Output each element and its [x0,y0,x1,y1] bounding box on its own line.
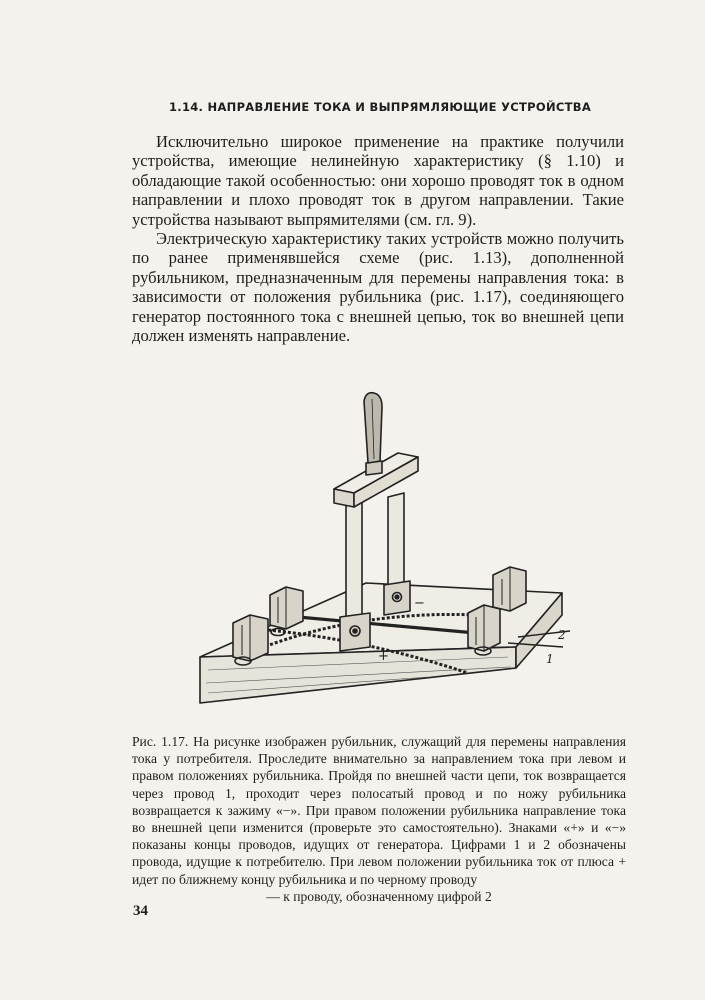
caption-text: На рисунке изображен рубильник, служащий для перемены направления тока у потребителя. Проследите внимательно за направлением тока при левом и правом положениях рубильника. Пройдя по внешней части цепи, ток возвращается через провод 1, проходит через полосатый провод и по ножу рубильника возвращается к зажиму «−». При правом положении рубильника направление тока во внешней цепи изменится (проверьте это самостоятельно). Знаками «+» и «−» показаны концы проводов, идущих от генератора. Цифрами 1 и 2 обозначены провода, идущие к потребителю. При левом положении рубильника ток от плюса + идет по ближнему концу рубильника и по черному проводу [132,734,626,887]
caption-tail: — к проводу, обозначенному цифрой 2 [266,888,492,904]
knife-switch-illustration [178,385,578,715]
label-plus: + [378,649,389,664]
paragraph-2: Электрическую характеристику таких устройств можно получить по ранее применявшейся схеме (рис. 1.13), дополненной рубильником, предназначенным для перемены направления тока: в зависимости от положения рубильника (рис. 1.17), соединяющего генератор постоянного тока с внешней цепью, ток во внешней цепи должен изменять направление. [132,229,624,346]
label-minus: − [414,596,425,611]
body-text [132,132,624,345]
left-blade [346,499,362,631]
label-wire-1: 1 [546,652,554,666]
label-wire-2: 2 [558,628,566,642]
paragraph-1: Исключительно широкое применение на практике получили устройства, имеющие нелинейную характеристику (§ 1.10) и обладающие такой особенностью: они хорошо проводят ток в одном направлении и плохо проводят ток в другом направлении. Такие устройства называют выпрямителями (см. гл. 9). [132,132,624,229]
page-number: 34 [133,903,148,919]
section-heading: 1.14. НАПРАВЛЕНИЕ ТОКА И ВЫПРЯМЛЯЮЩИЕ УСТРОЙСТВА [168,100,592,114]
figure-caption [132,733,626,905]
crossbar-front [334,489,354,507]
caption-label: Рис. 1.17. [132,734,189,749]
